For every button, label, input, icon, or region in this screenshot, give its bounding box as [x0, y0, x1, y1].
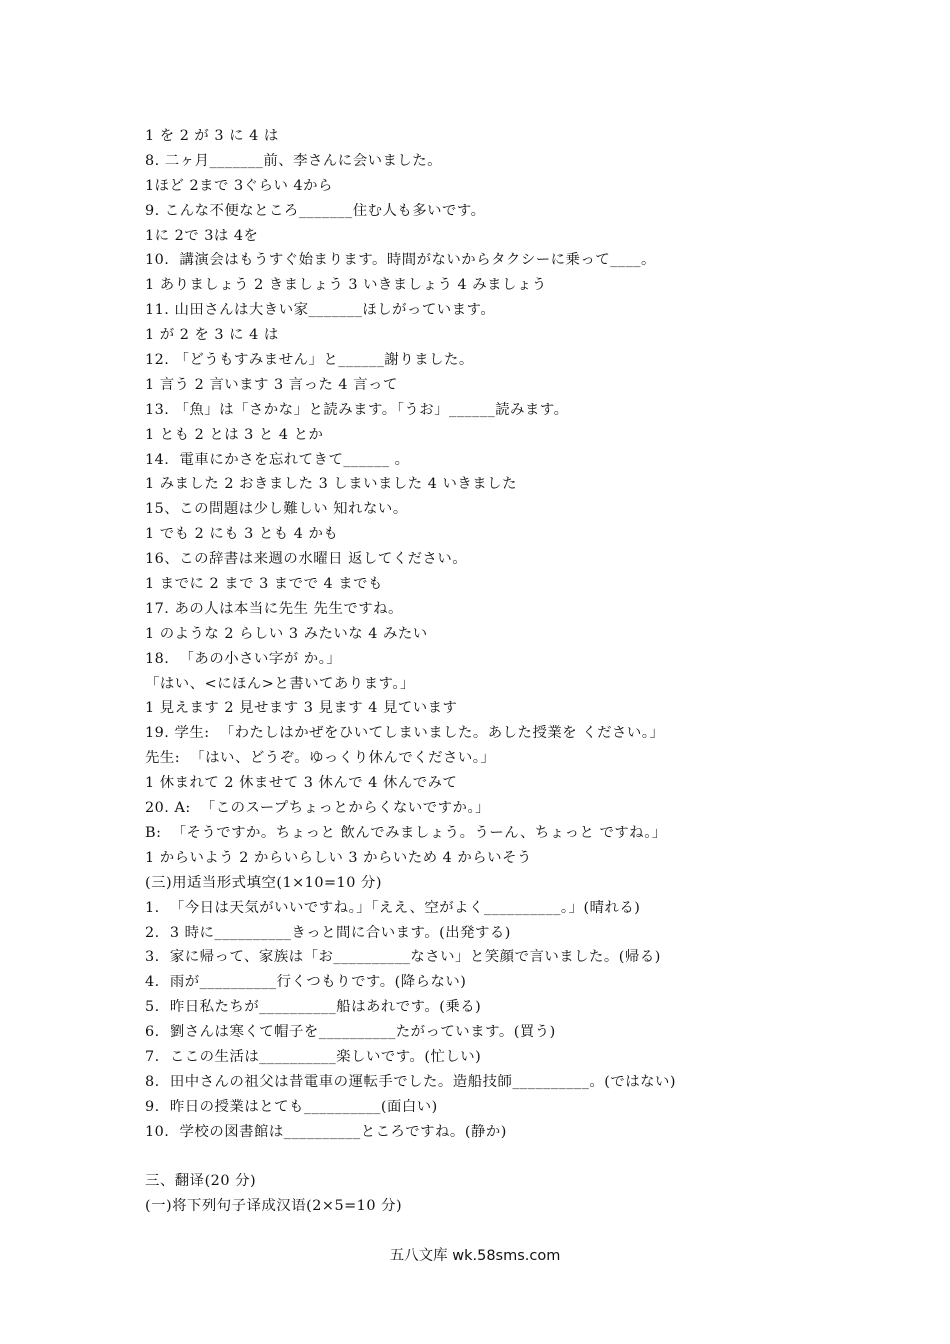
text-line: 1 が 2 を 3 に 4 は — [145, 327, 279, 344]
text-line: (三)用适当形式填空(1×10=10 分) — [145, 874, 382, 891]
text-line: B: 「そうですか。ちょっと 飲んでみましょう。うーん、ちょっと ですね。」 — [145, 824, 667, 841]
text-line: 20. A: 「このスープちょっとからくないですか。」 — [145, 800, 491, 817]
text-line: 11. 山田さんは大きい家_______ほしがっています。 — [145, 302, 496, 319]
text-line: 6. 劉さんは寒くて帽子を__________たがっています。(買う) — [145, 1024, 556, 1041]
text-line: 10. 学校の図書館は__________ところですね。(静か) — [145, 1123, 507, 1140]
text-line: (一)将下列句子译成汉语(2×5=10 分) — [145, 1198, 403, 1215]
text-line: 2. 3 時に__________きっと間に合います。(出発する) — [145, 924, 511, 941]
text-line: 三、翻译(20 分) — [145, 1173, 257, 1190]
text-line: 1に 2で 3は 4を — [145, 227, 259, 244]
text-line: 1 のような 2 らしい 3 みたいな 4 みたい — [145, 625, 428, 642]
text-line: 先生: 「はい、どうぞ。ゆっくり休んでください。」 — [145, 750, 496, 767]
text-line: 9. こんな不便なところ_______住む人も多いです。 — [145, 202, 486, 219]
text-line: 4. 雨が__________行くつもりです。(降らない) — [145, 974, 467, 991]
text-line: 1 見えます 2 見せます 3 見ます 4 見ています — [145, 700, 458, 717]
text-line: 8. 田中さんの祖父は昔電車の運転手でした。造船技師__________。(ではない) — [145, 1073, 677, 1090]
text-line: 8. 二ヶ月_______前、李さんに会いました。 — [145, 152, 443, 169]
text-line: 3. 家に帰って、家族は「お__________なさい」と笑顔で言いました。(帰る) — [145, 949, 661, 966]
text-line: 16、この辞書は来週の水曜日 返してください。 — [145, 551, 468, 568]
text-line: 5. 昨日私たちが__________船はあれです。(乗る) — [145, 999, 482, 1016]
text-line: 12. 「どうもすみません」と______謝りました。 — [145, 352, 474, 369]
text-line: 「はい、<にほん>と書いてあります。」 — [145, 675, 415, 692]
text-line: 19. 学生: 「わたしはかぜをひいてしまいました。あした授業を ください。」 — [145, 725, 665, 742]
text-line: 1 ありましょう 2 きましょう 3 いきましょう 4 みましょう — [145, 277, 547, 294]
text-line: 1 言う 2 言います 3 言った 4 言って — [145, 376, 398, 393]
text-line: 1 までに 2 まで 3 までで 4 までも — [145, 576, 383, 593]
text-line: 1 みました 2 おきました 3 しまいました 4 いきました — [145, 476, 517, 493]
text-line: 1ほど 2まで 3ぐらい 4から — [145, 177, 333, 194]
text-line: 1. 「今日は天気がいいですね。」「ええ、空がよく__________。」(晴れる) — [145, 899, 641, 916]
text-line: 7. ここの生活は__________楽しいです。(忙しい) — [145, 1048, 482, 1065]
text-line: 9. 昨日の授業はとても__________(面白い) — [145, 1098, 438, 1115]
document-body — [145, 124, 825, 1219]
text-line: 1 とも 2 とは 3 と 4 とか — [145, 426, 324, 443]
text-line: 1 を 2 が 3 に 4 は — [145, 128, 279, 144]
text-line: 1 でも 2 にも 3 とも 4 かも — [145, 526, 339, 543]
text-line: 17. あの人は本当に先生 先生ですね。 — [145, 600, 403, 617]
text-line: 13. 「魚」は「さかな」と読みます。「うお」______読みます。 — [145, 401, 569, 418]
text-line: 18. 「あの小さい字が か。」 — [145, 650, 342, 667]
text-line: 1 休まれて 2 休ませて 3 休んで 4 休んでみて — [145, 775, 458, 792]
text-line: 1 からいよう 2 からいらしい 3 からいため 4 からいそう — [145, 849, 532, 866]
text-line: 14. 電車にかさを忘れてきて______ 。 — [145, 451, 410, 468]
text-line: 15、この問題は少し難しい 知れない。 — [145, 501, 408, 518]
blank-line — [145, 1145, 825, 1170]
footer-watermark: 五八文库 wk.58sms.com — [389, 1248, 561, 1264]
text-line: 10. 講演会はもうすぐ始まります。時間がないからタクシーに乗って____。 — [145, 252, 656, 269]
